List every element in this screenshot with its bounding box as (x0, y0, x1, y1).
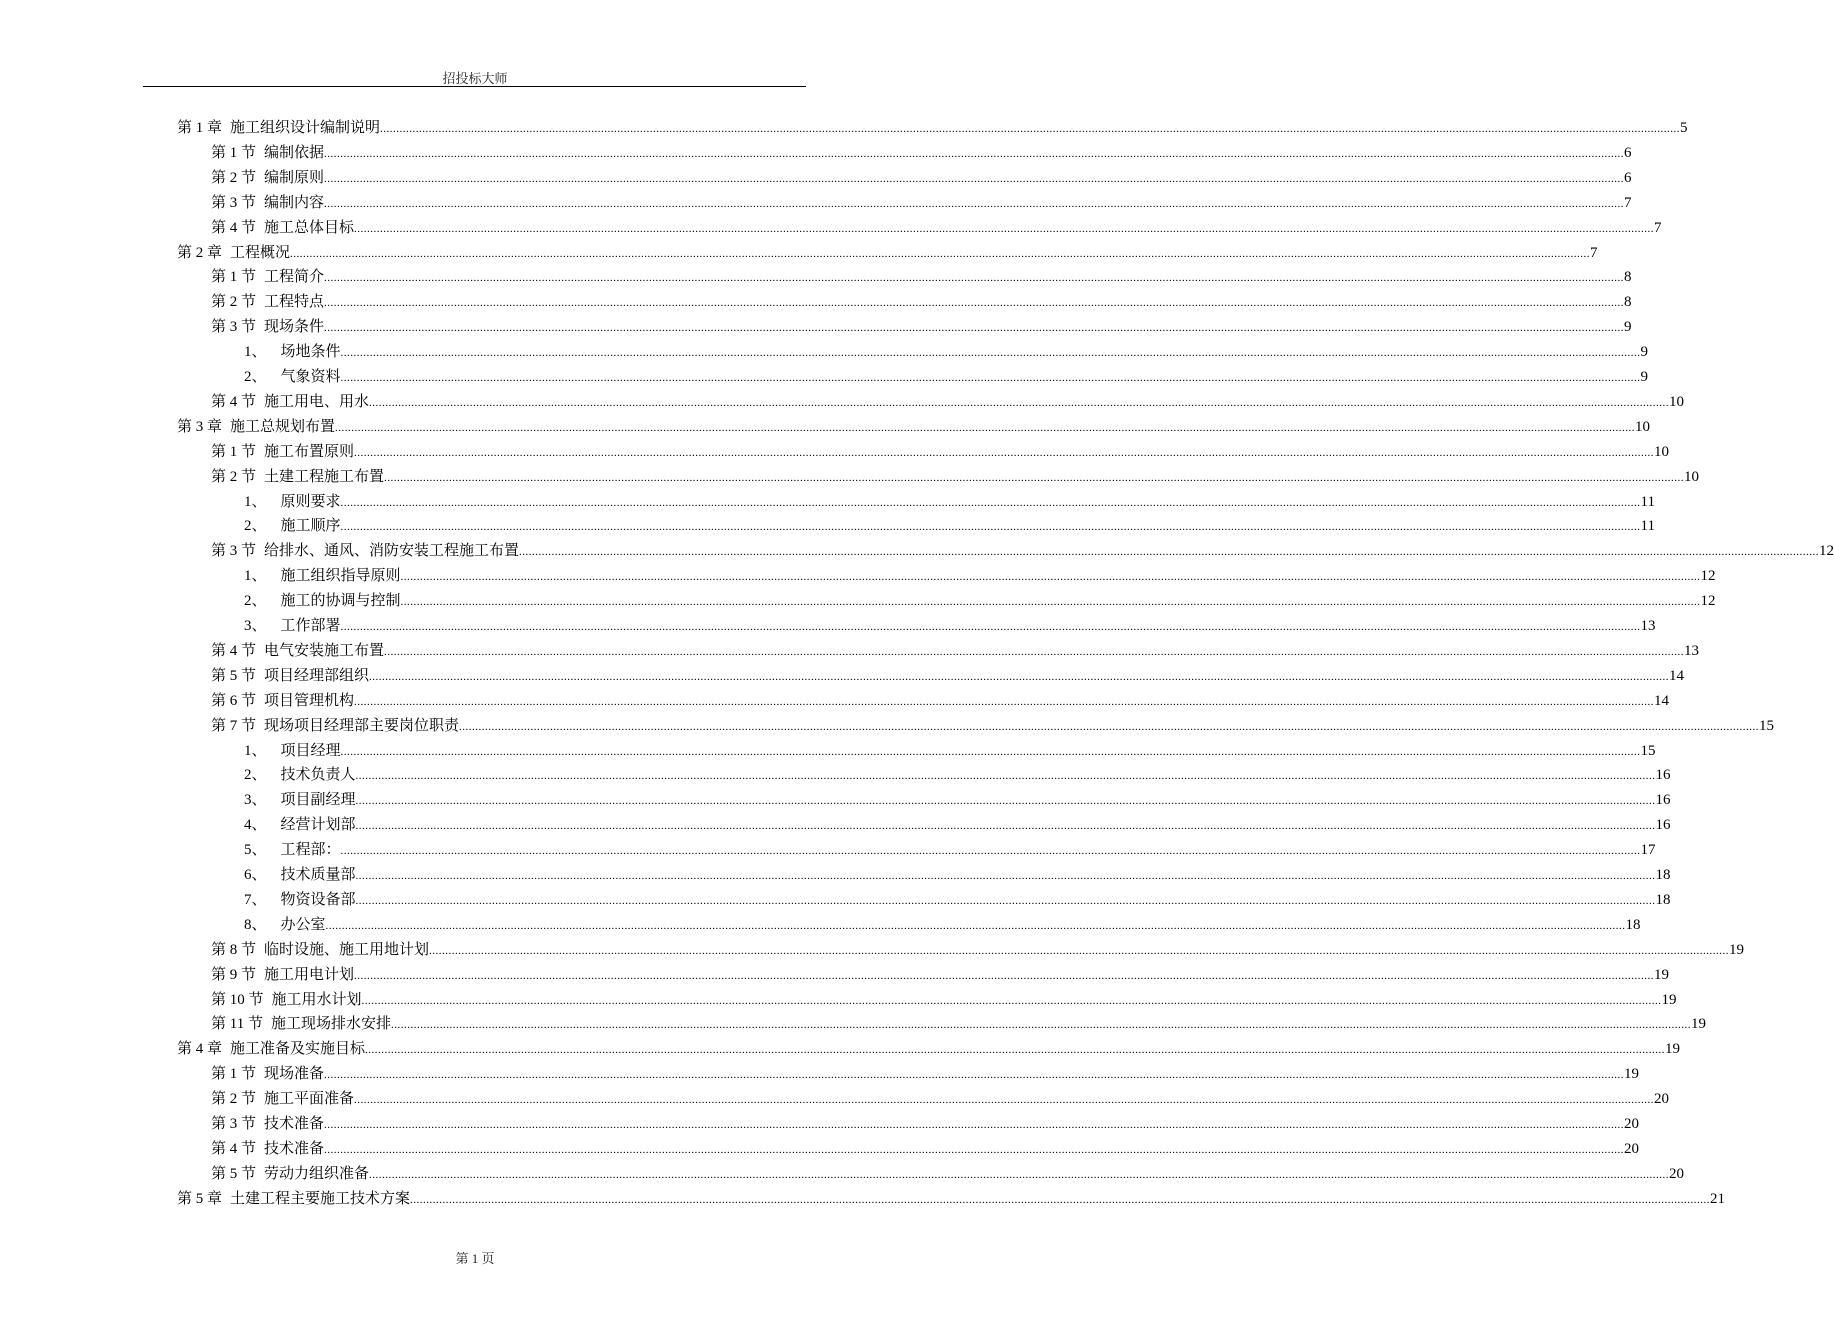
toc-dot-leader: ................................................................................................................................................................................................................................................................................................................................................................................................................ (324, 1069, 1625, 1082)
toc-entry[interactable] (211, 1113, 1640, 1135)
toc-entry-title (244, 764, 356, 786)
toc-page-number: 11 (1640, 518, 1655, 535)
toc-entry-text: 施工平面准备 (264, 1091, 355, 1108)
toc-entry[interactable] (244, 764, 1671, 786)
toc-page-number: 9 (1640, 369, 1649, 385)
toc-page-number: 18 (1655, 891, 1671, 908)
toc-entry-number: 第 1 节 (211, 144, 257, 161)
toc-entry-number: 第 5 章 (177, 1190, 223, 1207)
toc-dot-leader: ................................................................................................................................................................................................................................................................................................................................................................................................................ (324, 297, 1625, 310)
toc-entry[interactable] (244, 590, 1716, 612)
toc-entry[interactable] (244, 889, 1671, 911)
toc-entry-title (211, 640, 384, 662)
toc-entry-title (244, 615, 341, 637)
toc-entry[interactable] (211, 1088, 1670, 1110)
toc-entry-title (211, 939, 429, 961)
toc-entry-title (244, 590, 401, 612)
toc-entry[interactable] (211, 142, 1632, 164)
toc-entry-text: 气象资料 (280, 369, 341, 385)
toc-dot-leader: ................................................................................................................................................................................................................................................................................................................................................................................................................ (459, 720, 1760, 733)
toc-dot-leader: ................................................................................................................................................................................................................................................................................................................................................................................................................ (354, 695, 1655, 708)
toc-entry-text: 项目经理部组织 (264, 667, 370, 684)
toc-dot-leader: ................................................................................................................................................................................................................................................................................................................................................................................................................ (355, 795, 1656, 808)
toc-entry-number: 第 9 节 (211, 966, 257, 983)
toc-dot-leader: ................................................................................................................................................................................................................................................................................................................................................................................................................ (340, 845, 1641, 858)
toc-entry-text: 技术质量部 (280, 867, 356, 883)
toc-entry-number: 第 5 节 (211, 1165, 257, 1182)
toc-page-number: 7 (1624, 194, 1632, 211)
toc-entry-text: 物资设备部 (280, 891, 356, 908)
toc-entry-title (177, 416, 335, 438)
toc-entry-title (244, 839, 341, 861)
toc-entry[interactable] (211, 665, 1685, 687)
toc-entry-number: 第 3 节 (211, 1116, 257, 1132)
toc-entry-number: 第 4 节 (211, 642, 257, 659)
toc-entry-title (211, 989, 362, 1011)
toc-entry-number: 第 2 节 (211, 1091, 257, 1108)
toc-page-number: 16 (1655, 792, 1671, 809)
toc-page-number: 19 (1654, 966, 1670, 983)
toc-page-number: 14 (1669, 667, 1685, 684)
toc-dot-leader: ................................................................................................................................................................................................................................................................................................................................................................................................................ (324, 147, 1625, 160)
toc-entry-title (244, 491, 341, 513)
toc-entry-text: 项目副经理 (280, 792, 356, 809)
toc-page-number: 6 (1624, 169, 1632, 186)
toc-page-number: 12 (1700, 568, 1716, 585)
toc-entry-number: 第 6 节 (211, 692, 257, 709)
toc-entry-text: 施工组织指导原则 (280, 568, 401, 585)
toc-entry[interactable] (211, 690, 1670, 712)
toc-entry-title (244, 789, 356, 811)
toc-entry-title (177, 1038, 365, 1060)
toc-entry-text: 施工布置原则 (264, 443, 355, 460)
toc-entry-number: 第 8 节 (211, 941, 257, 958)
toc-entry-text: 原则要求 (280, 493, 341, 510)
toc-dot-leader: ................................................................................................................................................................................................................................................................................................................................................................................................................ (354, 222, 1655, 235)
toc-entry[interactable] (244, 914, 1641, 936)
toc-dot-leader: ................................................................................................................................................................................................................................................................................................................................................................................................................ (354, 1094, 1655, 1107)
toc-page-number: 20 (1624, 1140, 1640, 1157)
toc-entry-title (211, 1113, 324, 1135)
toc-dot-leader: ................................................................................................................................................................................................................................................................................................................................................................................................................ (429, 944, 1730, 957)
toc-page-number: 16 (1655, 817, 1671, 834)
toc-entry-title (211, 192, 324, 214)
toc-dot-leader: ................................................................................................................................................................................................................................................................................................................................................................................................................ (365, 1044, 1666, 1057)
toc-page-number: 17 (1640, 842, 1656, 859)
toc-dot-leader: ................................................................................................................................................................................................................................................................................................................................................................................................................ (340, 745, 1641, 758)
toc-entry[interactable] (244, 515, 1655, 537)
toc-entry[interactable] (211, 391, 1685, 413)
toc-dot-leader: ................................................................................................................................................................................................................................................................................................................................................................................................................ (369, 670, 1670, 683)
toc-entry[interactable] (211, 316, 1632, 338)
toc-entry-text: 施工准备及实施目标 (230, 1041, 366, 1058)
toc-entry-text: 施工总规划布置 (230, 418, 336, 435)
toc-entry[interactable] (211, 640, 1700, 662)
toc-entry-number: 1、 (244, 493, 267, 510)
toc-entry-title (244, 565, 401, 587)
toc-entry-title (244, 864, 356, 886)
toc-entry-text: 经营计划部 (280, 817, 356, 834)
toc-entry[interactable] (211, 540, 1834, 562)
toc-entry-title (211, 441, 354, 463)
toc-dot-leader: ................................................................................................................................................................................................................................................................................................................................................................................................................ (324, 272, 1625, 285)
toc-entry[interactable] (211, 192, 1632, 214)
toc-dot-leader: ................................................................................................................................................................................................................................................................................................................................................................................................................ (340, 621, 1641, 633)
toc-entry[interactable] (177, 117, 1688, 139)
toc-page-number: 8 (1624, 294, 1632, 311)
toc-entry[interactable] (244, 839, 1656, 861)
toc-entry[interactable] (211, 217, 1662, 239)
toc-entry-number: 第 3 节 (211, 194, 257, 211)
toc-dot-leader: ................................................................................................................................................................................................................................................................................................................................................................................................................ (355, 894, 1656, 907)
toc-entry-text: 项目管理机构 (264, 692, 355, 709)
toc-entry-number: 第 3 节 (211, 543, 257, 560)
toc-entry[interactable] (177, 1188, 1726, 1210)
toc-entry-number: 第 1 节 (211, 443, 257, 460)
toc-page-number: 14 (1654, 692, 1670, 709)
toc-entry[interactable] (177, 416, 1651, 438)
toc-dot-leader: ................................................................................................................................................................................................................................................................................................................................................................................................................ (290, 247, 1591, 260)
toc-entry-text: 现场准备 (264, 1066, 325, 1083)
toc-entry[interactable] (211, 291, 1632, 313)
toc-dot-leader: ................................................................................................................................................................................................................................................................................................................................................................................................................ (369, 396, 1670, 409)
toc-page-number: 8 (1624, 269, 1632, 286)
toc-entry[interactable] (211, 939, 1745, 961)
toc-dot-leader: ................................................................................................................................................................................................................................................................................................................................................................................................................ (340, 521, 1641, 534)
toc-entry[interactable] (244, 491, 1655, 513)
toc-entry-title (244, 814, 356, 836)
toc-entry-title (211, 1088, 354, 1110)
toc-page-number: 20 (1624, 1116, 1640, 1132)
toc-entry-title (211, 1063, 324, 1085)
header-divider (143, 86, 806, 87)
toc-entry-number: 第 2 节 (211, 169, 257, 186)
toc-page-number: 19 (1665, 1041, 1681, 1058)
toc-dot-leader: ................................................................................................................................................................................................................................................................................................................................................................................................................ (400, 596, 1701, 609)
toc-entry-number: 第 7 节 (211, 717, 257, 734)
toc-entry-number: 第 4 节 (211, 219, 257, 236)
toc-entry-text: 工程部： (280, 842, 341, 859)
page-footer-number: 第 1 页 (455, 1251, 495, 1266)
toc-entry[interactable] (244, 740, 1656, 762)
toc-entry[interactable] (244, 814, 1671, 836)
toc-entry-text: 施工用电计划 (264, 966, 355, 983)
toc-entry-number: 第 11 节 (211, 1016, 263, 1033)
toc-entry[interactable] (244, 864, 1671, 886)
toc-dot-leader: ................................................................................................................................................................................................................................................................................................................................................................................................................ (410, 1193, 1711, 1206)
toc-entry[interactable] (177, 1038, 1681, 1060)
toc-dot-leader: ................................................................................................................................................................................................................................................................................................................................................................................................................ (340, 496, 1641, 509)
toc-page-number: 10 (1684, 468, 1700, 485)
toc-page-number: 18 (1625, 916, 1641, 933)
toc-entry-title (211, 964, 354, 986)
toc-entry-text: 劳动力组织准备 (264, 1165, 370, 1182)
toc-dot-leader: ................................................................................................................................................................................................................................................................................................................................................................................................................ (354, 969, 1655, 982)
toc-page-number: 12 (1819, 543, 1834, 560)
toc-page-number: 13 (1640, 618, 1656, 634)
toc-entry-text: 工程简介 (264, 269, 325, 286)
toc-page-number: 10 (1635, 418, 1651, 435)
toc-entry[interactable] (244, 565, 1716, 587)
toc-entry-title (211, 217, 354, 239)
toc-entry-text: 施工现场排水安排 (270, 1016, 391, 1033)
toc-page-number: 21 (1710, 1190, 1726, 1207)
toc-entry-text: 编制依据 (264, 144, 325, 161)
toc-entry-title (211, 142, 324, 164)
toc-dot-leader: ................................................................................................................................................................................................................................................................................................................................................................................................................ (355, 820, 1656, 833)
toc-page-number: 5 (1680, 120, 1688, 136)
toc-entry-text: 工程特点 (264, 294, 325, 311)
toc-entry-text: 技术准备 (264, 1116, 325, 1132)
toc-entry-text: 施工用电、用水 (264, 393, 370, 410)
toc-entry[interactable] (244, 366, 1649, 388)
toc-entry-number: 4、 (244, 817, 267, 834)
toc-dot-leader: ................................................................................................................................................................................................................................................................................................................................................................................................................ (324, 1119, 1625, 1131)
toc-dot-leader: ................................................................................................................................................................................................................................................................................................................................................................................................................ (380, 123, 1681, 135)
toc-page-number: 19 (1661, 991, 1677, 1008)
toc-dot-leader: ................................................................................................................................................................................................................................................................................................................................................................................................................ (355, 770, 1656, 783)
toc-entry-title (211, 540, 519, 562)
toc-entry[interactable] (211, 1013, 1706, 1035)
toc-page-number: 15 (1759, 717, 1775, 734)
toc-entry-number: 2、 (244, 518, 267, 535)
toc-page-number: 9 (1640, 344, 1649, 361)
toc-entry-number: 1、 (244, 568, 267, 585)
toc-entry-number: 第 1 章 (177, 120, 223, 136)
toc-entry-title (211, 1013, 391, 1035)
toc-entry-number: 第 2 节 (211, 294, 257, 311)
toc-entry-title (244, 914, 326, 936)
toc-entry-title (211, 391, 369, 413)
toc-entry-title (211, 1138, 324, 1160)
toc-entry-number: 第 2 节 (211, 468, 257, 485)
toc-entry-title (177, 1188, 410, 1210)
toc-entry[interactable] (211, 441, 1670, 463)
toc-entry-title (211, 690, 354, 712)
toc-page-number: 20 (1654, 1091, 1670, 1108)
toc-entry-text: 土建工程主要施工技术方案 (230, 1190, 411, 1207)
toc-entry-title (244, 366, 341, 388)
toc-entry-title (211, 167, 324, 189)
toc-entry-title (211, 266, 324, 288)
toc-page-number: 7 (1590, 244, 1598, 261)
toc-page-number: 7 (1654, 219, 1662, 236)
toc-dot-leader: ................................................................................................................................................................................................................................................................................................................................................................................................................ (324, 197, 1625, 210)
toc-entry[interactable] (211, 989, 1677, 1011)
toc-page-number: 20 (1669, 1165, 1685, 1182)
toc-entry[interactable] (211, 715, 1775, 737)
toc-entry-text: 编制内容 (264, 194, 325, 211)
toc-page-number: 15 (1640, 742, 1656, 759)
toc-page-number: 19 (1690, 1016, 1706, 1033)
toc-entry-number: 第 10 节 (211, 991, 264, 1008)
toc-page-number: 10 (1654, 443, 1670, 460)
toc-entry-text: 场地条件 (280, 344, 341, 361)
toc-dot-leader: ................................................................................................................................................................................................................................................................................................................................................................................................................ (340, 347, 1641, 360)
toc-entry-text: 电气安装施工布置 (264, 642, 385, 659)
toc-entry-text: 施工顺序 (280, 518, 341, 535)
toc-entry-text: 给排水、通风、消防安装工程施工布置 (264, 543, 520, 560)
toc-page-number: 9 (1624, 319, 1632, 336)
toc-entry-title (211, 316, 324, 338)
toc-entry[interactable] (244, 615, 1656, 637)
toc-page-number: 10 (1669, 393, 1685, 410)
toc-entry-title (244, 740, 341, 762)
toc-entry-number: 1、 (244, 344, 267, 361)
toc-entry-number: 第 2 章 (177, 244, 223, 261)
toc-dot-leader: ................................................................................................................................................................................................................................................................................................................................................................................................................ (324, 172, 1625, 185)
toc-entry-text: 临时设施、施工用地计划 (264, 941, 430, 958)
toc-dot-leader: ................................................................................................................................................................................................................................................................................................................................................................................................................ (324, 1143, 1625, 1156)
toc-entry-number: 第 4 节 (211, 1140, 257, 1157)
toc-entry-title (211, 665, 369, 687)
toc-entry[interactable] (244, 789, 1671, 811)
toc-dot-leader: ................................................................................................................................................................................................................................................................................................................................................................................................................ (354, 446, 1655, 459)
toc-entry-title (177, 242, 290, 264)
toc-entry-text: 施工的协调与控制 (280, 593, 401, 610)
toc-entry-number: 2、 (244, 767, 267, 784)
toc-entry-number: 第 1 节 (211, 1066, 257, 1083)
toc-entry-number: 5、 (244, 842, 267, 859)
toc-dot-leader: ................................................................................................................................................................................................................................................................................................................................................................................................................ (325, 919, 1626, 932)
toc-entry-number: 第 4 节 (211, 393, 257, 410)
toc-entry-number: 第 3 节 (211, 319, 257, 336)
toc-page-number: 19 (1729, 941, 1745, 958)
toc-entry[interactable] (211, 266, 1632, 288)
toc-entry[interactable] (211, 1063, 1640, 1085)
toc-entry-number: 1、 (244, 742, 267, 759)
toc-page-number: 12 (1700, 593, 1716, 610)
toc-entry-text: 工程概况 (230, 244, 291, 261)
toc-entry-text: 土建工程施工布置 (264, 468, 385, 485)
toc-entry-number: 3、 (244, 618, 267, 634)
toc-entry-title (244, 889, 356, 911)
toc-entry-text: 施工总体目标 (264, 219, 355, 236)
toc-entry[interactable] (211, 167, 1632, 189)
toc-page-number: 18 (1655, 867, 1671, 883)
toc-entry-text: 技术负责人 (280, 767, 356, 784)
toc-entry-text: 编制原则 (264, 169, 325, 186)
toc-dot-leader: ................................................................................................................................................................................................................................................................................................................................................................................................................ (369, 1168, 1670, 1181)
toc-entry-title (211, 466, 384, 488)
toc-entry-number: 2、 (244, 369, 267, 385)
toc-dot-leader: ................................................................................................................................................................................................................................................................................................................................................................................................................ (384, 471, 1685, 484)
toc-page-number: 6 (1624, 144, 1632, 161)
toc-entry-number: 7、 (244, 891, 267, 908)
toc-dot-leader: ................................................................................................................................................................................................................................................................................................................................................................................................................ (400, 571, 1701, 584)
toc-entry-number: 6、 (244, 867, 267, 883)
toc-entry[interactable] (211, 1163, 1685, 1185)
toc-entry-text: 项目经理 (280, 742, 341, 759)
toc-page-number: 11 (1640, 493, 1655, 510)
toc-entry-title (211, 715, 459, 737)
toc-entry-number: 3、 (244, 792, 267, 809)
toc-entry-number: 8、 (244, 916, 267, 933)
toc-entry-number: 第 5 节 (211, 667, 257, 684)
toc-dot-leader: ................................................................................................................................................................................................................................................................................................................................................................................................................ (384, 645, 1685, 658)
toc-entry-number: 第 4 章 (177, 1041, 223, 1058)
toc-dot-leader: ................................................................................................................................................................................................................................................................................................................................................................................................................ (340, 372, 1641, 384)
toc-page-number: 13 (1684, 642, 1700, 659)
toc-entry-text: 施工用水计划 (271, 991, 362, 1008)
toc-entry-title (244, 341, 341, 363)
toc-dot-leader: ................................................................................................................................................................................................................................................................................................................................................................................................................ (361, 994, 1662, 1007)
toc-dot-leader: ................................................................................................................................................................................................................................................................................................................................................................................................................ (519, 546, 1820, 559)
toc-entry-title (244, 515, 341, 537)
toc-entry[interactable] (177, 242, 1598, 264)
toc-entry-text: 施工组织设计编制说明 (230, 120, 381, 136)
toc-entry-text: 技术准备 (264, 1140, 325, 1157)
toc-entry[interactable] (244, 341, 1649, 363)
toc-page-number: 19 (1624, 1066, 1640, 1083)
toc-dot-leader: ................................................................................................................................................................................................................................................................................................................................................................................................................ (390, 1019, 1691, 1032)
toc-entry[interactable] (211, 1138, 1640, 1160)
toc-entry-text: 现场条件 (264, 319, 325, 336)
toc-page-number: 16 (1655, 767, 1671, 784)
toc-entry-number: 2、 (244, 593, 267, 610)
toc-entry[interactable] (211, 964, 1670, 986)
toc-dot-leader: ................................................................................................................................................................................................................................................................................................................................................................................................................ (355, 870, 1656, 882)
toc-entry-title (211, 291, 324, 313)
toc-entry[interactable] (211, 466, 1700, 488)
toc-entry-text: 现场项目经理部主要岗位职责 (264, 717, 460, 734)
toc-entry-title (177, 117, 380, 139)
page-header-title: 招投标大师 (442, 71, 508, 86)
toc-dot-leader: ................................................................................................................................................................................................................................................................................................................................................................................................................ (335, 421, 1636, 434)
toc-entry-text: 工作部署 (280, 618, 341, 634)
toc-entry-number: 第 3 章 (177, 418, 223, 435)
toc-entry-title (211, 1163, 369, 1185)
toc-entry-text: 办公室 (280, 916, 326, 933)
toc-dot-leader: ................................................................................................................................................................................................................................................................................................................................................................................................................ (324, 322, 1625, 335)
toc-entry-number: 第 1 节 (211, 269, 257, 286)
